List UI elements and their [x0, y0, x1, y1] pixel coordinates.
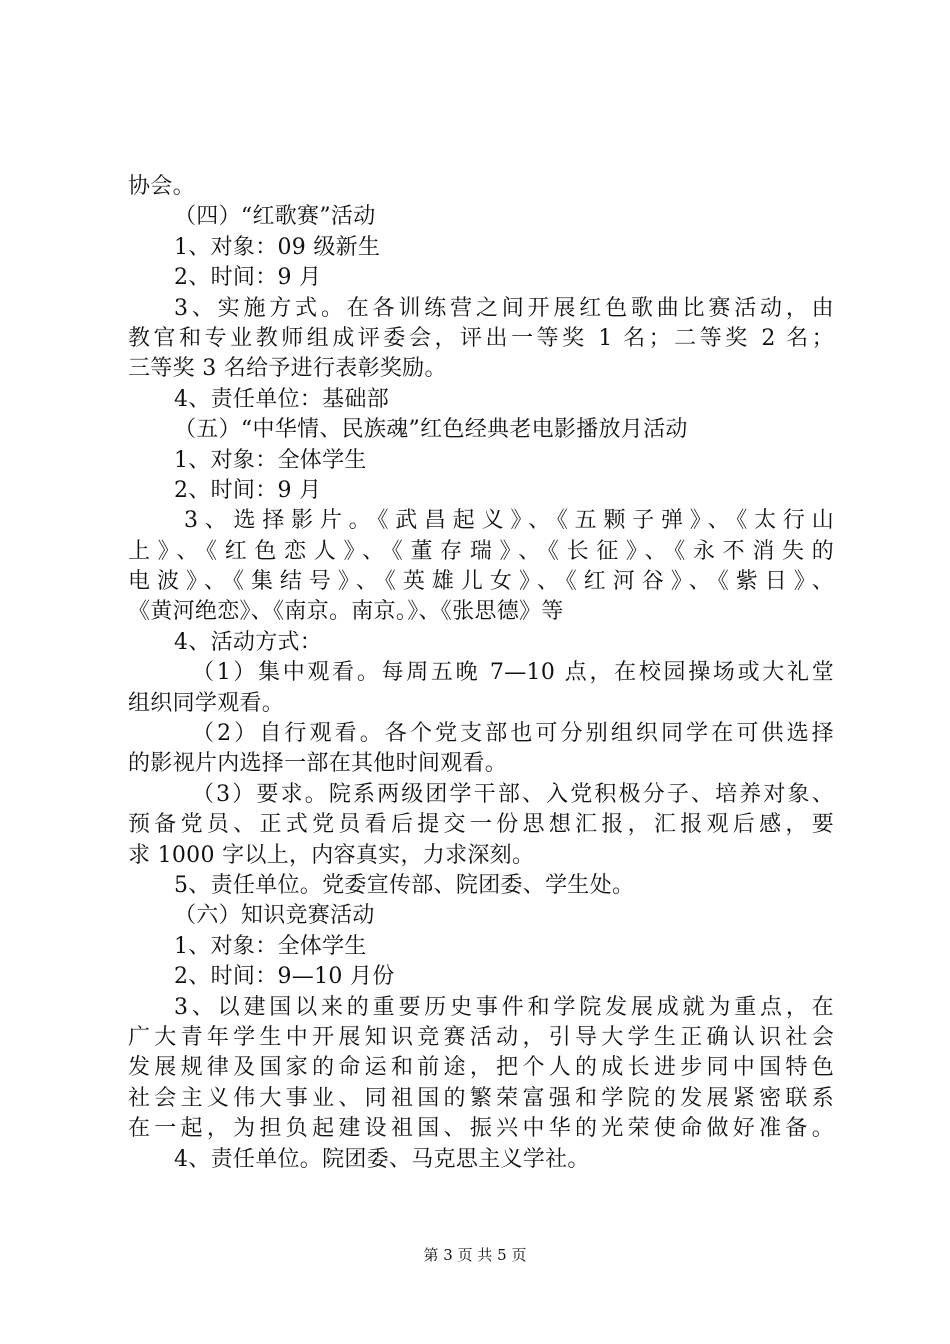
text-line: 三等奖 3 名给予进行表彰奖励。: [128, 356, 447, 382]
text-line: 5、责任单位。党委宣传部、院团委、学生处。: [174, 872, 635, 898]
text-line: （3）要求。院系两级团学干部、入党积极分子、培养对象、: [192, 781, 834, 807]
text-line: 4、活动方式：: [174, 629, 323, 655]
document-body: [128, 172, 834, 1175]
text-line: 2、时间：9 月: [174, 477, 322, 503]
text-line: 《黄河绝恋》、《南京。南京。》、《张思德》等: [128, 599, 564, 625]
text-line: 教官和专业教师组成评委会，评出一等奖 1 名；二等奖 2 名；: [128, 325, 834, 351]
text-line: （1）集中观看。每周五晚 7—10 点，在校园操场或大礼堂: [192, 660, 834, 686]
text-line: 3、选择影片。《武昌起义》、《五颗子弹》、《太行山: [184, 508, 834, 534]
text-line: 3、实施方式。在各训练营之间开展红色歌曲比赛活动，由: [174, 295, 834, 321]
text-line: 2、时间：9 月: [174, 265, 322, 291]
text-line: 3、以建国以来的重要历史事件和学院发展成就为重点，在: [174, 994, 834, 1020]
text-line: （2）自行观看。各个党支部也可分别组织同学在可供选择: [192, 721, 834, 747]
text-line: 发展规律及国家的命运和前途，把个人的成长进步同中国特色: [128, 1055, 834, 1081]
text-line: 求 1000 字以上，内容真实，力求深刻。: [128, 842, 535, 868]
page-number: 第 3 页 共 5 页: [423, 1246, 527, 1264]
text-line: 1、对象：全体学生: [174, 447, 367, 473]
text-line: 2、时间：9—10 月份: [174, 964, 395, 990]
text-line: 上》、《红色恋人》、《董存瑞》、《长征》、《永不消失的: [128, 538, 834, 564]
text-line: 4、责任单位：基础部: [174, 386, 389, 412]
text-line: 协会。: [128, 174, 195, 199]
text-line: 1、对象：09 级新生: [174, 234, 381, 260]
section-heading-6: （六）知识竞赛活动: [174, 903, 375, 929]
text-line: 预备党员、正式党员看后提交一份思想汇报，汇报观后感，要: [128, 812, 834, 838]
text-line: 在一起，为担负起建设祖国、振兴中华的光荣使命做好准备。: [128, 1116, 834, 1142]
text-line: 4、责任单位。院团委、马克思主义学社。: [174, 1146, 590, 1172]
section-heading-5: （五）“中华情、民族魂”红色经典老电影播放月活动: [174, 417, 688, 443]
text-line: 组织同学观看。: [128, 690, 285, 716]
text-line: 1、对象：全体学生: [174, 933, 367, 959]
section-heading-4: （四）“红歌赛”活动: [174, 204, 376, 230]
text-line: 广大青年学生中开展知识竞赛活动，引导大学生正确认识社会: [128, 1024, 834, 1050]
text-line: 电波》、《集结号》、《英雄儿女》、《红河谷》、《紫日》、: [128, 569, 834, 595]
text-line: 社会主义伟大事业、同祖国的繁荣富强和学院的发展紧密联系: [128, 1085, 834, 1111]
text-line: 的影视片内选择一部在其他时间观看。: [128, 751, 508, 777]
